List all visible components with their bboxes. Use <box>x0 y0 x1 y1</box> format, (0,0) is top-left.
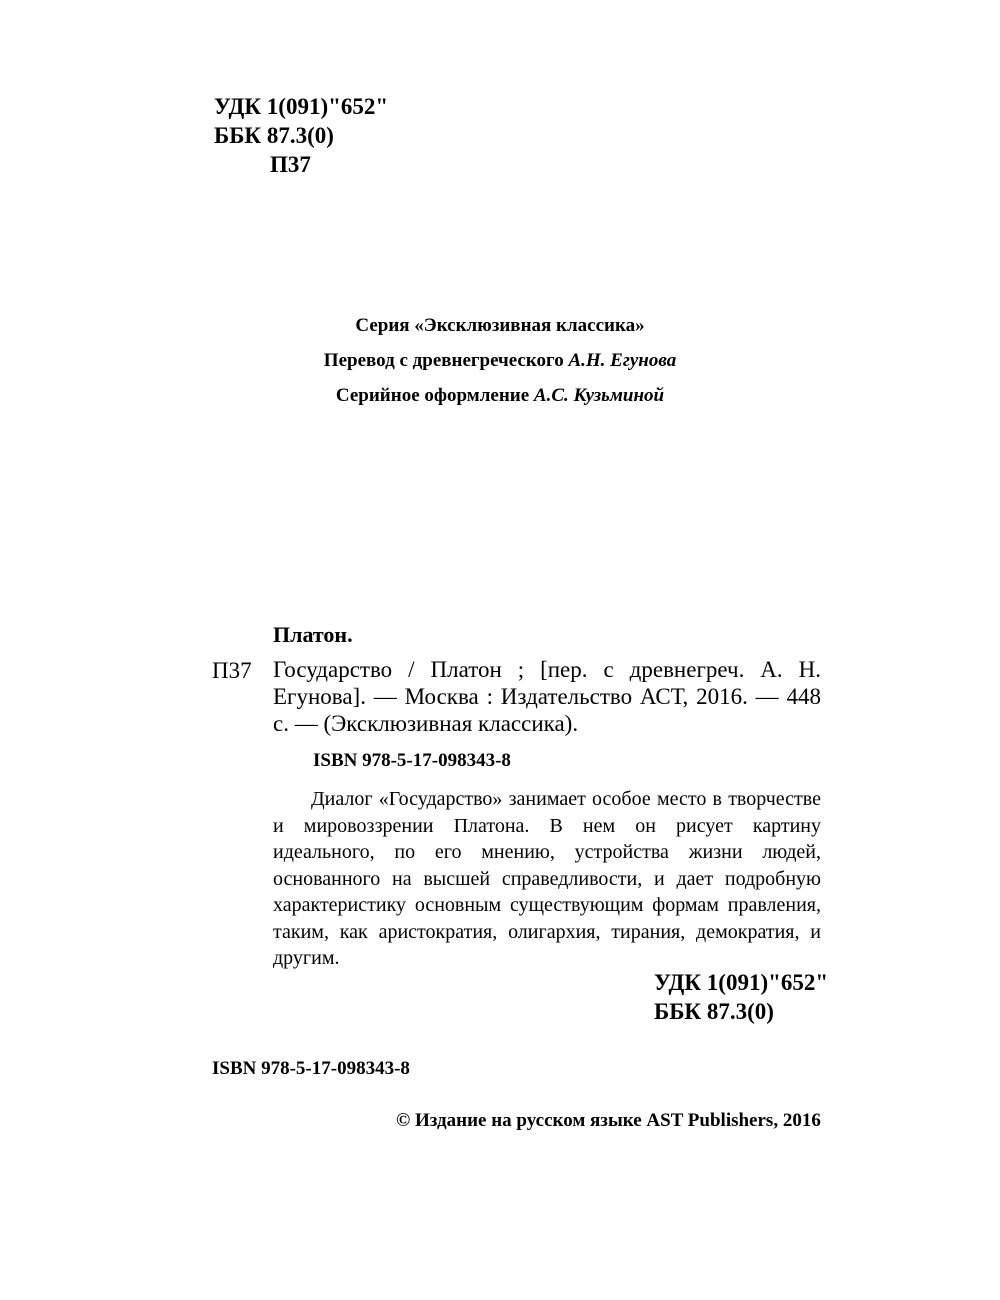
design-prefix: Серийное оформление <box>335 385 534 406</box>
udk-code: УДК 1(091)"652" <box>214 94 389 119</box>
designer-name: А.С. Кузьминой <box>533 385 665 406</box>
series-line: Серия «Эксклюзивная классика» <box>355 315 645 336</box>
record-bbk: ББК 87.3(0) <box>654 999 774 1024</box>
design-line <box>250 378 750 413</box>
record-author: Платон. <box>273 622 353 647</box>
credits-block <box>250 308 750 413</box>
author-mark-code: П37 <box>270 152 311 177</box>
top-classification-codes <box>214 92 388 179</box>
translation-line <box>250 343 750 378</box>
record-code: П37 <box>212 658 252 683</box>
record-isbn: ISBN 978-5-17-098343-8 <box>313 750 511 771</box>
translator-name: А.Н. Егунова <box>568 350 677 371</box>
record-classification-codes <box>654 968 828 1026</box>
copyright-notice: © Издание на русском языке AST Publishers, 2016 <box>396 1110 821 1131</box>
bbk-code: ББК 87.3(0) <box>214 123 334 148</box>
record-udk: УДК 1(091)"652" <box>654 970 829 995</box>
translation-prefix: Перевод с древнегреческого <box>323 350 569 371</box>
bibliographic-description: Государство / Платон ; [пер. с древнегреч. А. Н. Егунова]. — Москва : Издательство АСТ, 2016. — 448 с. — (Эксклюзивная классика). <box>273 657 821 736</box>
footer-isbn: ISBN 978-5-17-098343-8 <box>212 1058 410 1079</box>
annotation: Диалог «Государство» занимает особое место в творчестве и мировоззрении Платона. В нем он рисует картину идеального, по его мнению, устройства жизни людей, основанного на высшей справедливости, и дает подробную характеристику основным существующим формам правления, таким, как аристократия, олигархия, тирания, демократия, и другим. <box>273 788 821 969</box>
